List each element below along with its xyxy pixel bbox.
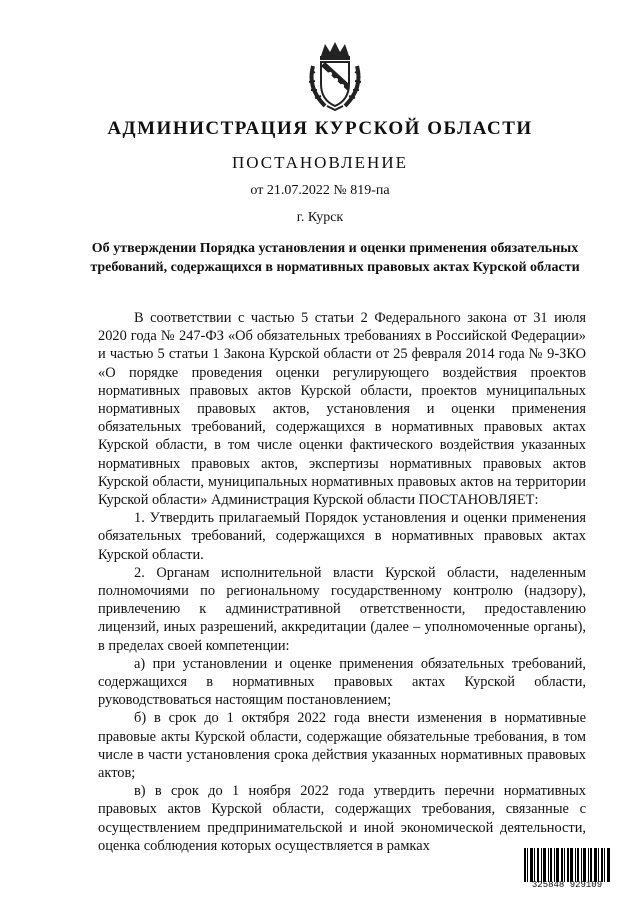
paragraph-item-2b: б) в срок до 1 октября 2022 года внести изменения в нормативные правовые акты Курской области, содержащие обязательные требования, в том числе в части установления срока действия указанных нормативных правовых актов; bbox=[98, 710, 586, 782]
coat-of-arms-icon bbox=[303, 40, 367, 112]
paragraph-item-2: 2. Органам исполнительной власти Курской области, наделенным полномочиями по региональному государственному контролю (надзору), привлечению к административной ответственности, предоставлению лицензий, иных разрешений, аккредитации (далее – уполномоченные органы), в пределах своей компетенции: bbox=[98, 564, 586, 654]
document-heading: Об утверждении Порядка установления и оценки применения обязательных требований, содержащихся в нормативных правовых актах Курской области bbox=[90, 241, 580, 275]
paragraph-item-2c: в) в срок до 1 ноября 2022 года утвердить перечни нормативных правовых актов Курской области, содержащих требования, связанные с осуществлением предпринимательской и иной экономической деятельности, оценка соблюдения которых осуществляется в рамках bbox=[98, 783, 586, 854]
document-body bbox=[98, 309, 586, 855]
barcode-number: 325848 929109 bbox=[531, 880, 603, 890]
document-city: г. Курск bbox=[296, 210, 344, 225]
document-type: ПОСТАНОВЛЕНИЕ bbox=[231, 153, 408, 172]
barcode-icon bbox=[524, 848, 610, 882]
paragraph-item-1: 1. Утвердить прилагаемый Порядок установления и оценки применения обязательных требований, содержащихся в нормативных правовых актах Курской области. bbox=[98, 510, 586, 563]
paragraph-item-2a: а) при установлении и оценке применения обязательных требований, содержащихся в нормативных правовых актах Курской области, руководствоваться настоящим постановлением; bbox=[98, 655, 586, 709]
organization-title: АДМИНИСТРАЦИЯ КУРСКОЙ ОБЛАСТИ bbox=[107, 118, 533, 139]
paragraph-preamble: В соответствии с частью 5 статьи 2 Федерального закона от 31 июля 2020 года № 247-ФЗ «Об обязательных требованиях в Российской Федерации» и частью 5 статьи 1 Закона Курской области от 25 февраля 2014 года № 9-ЗКО «О порядке проведения оценки регулирующего воздействия проектов нормативных правовых актов Курской области, проектов муниципальных нормативных правовых актов, установления и оценки применения обязательных требований, содержащихся в нормативных правовых актах Курской области, в том числе оценки фактического воздействия указанных нормативных правовых актов, экспертизы нормативных правовых актов Курской области, муниципальных нормативных правовых актов на территории Курской области» Администрация Курской области ПОСТАНОВЛЯЕТ: bbox=[98, 310, 586, 509]
document-date-number: от 21.07.2022 № 819-па bbox=[250, 183, 390, 198]
